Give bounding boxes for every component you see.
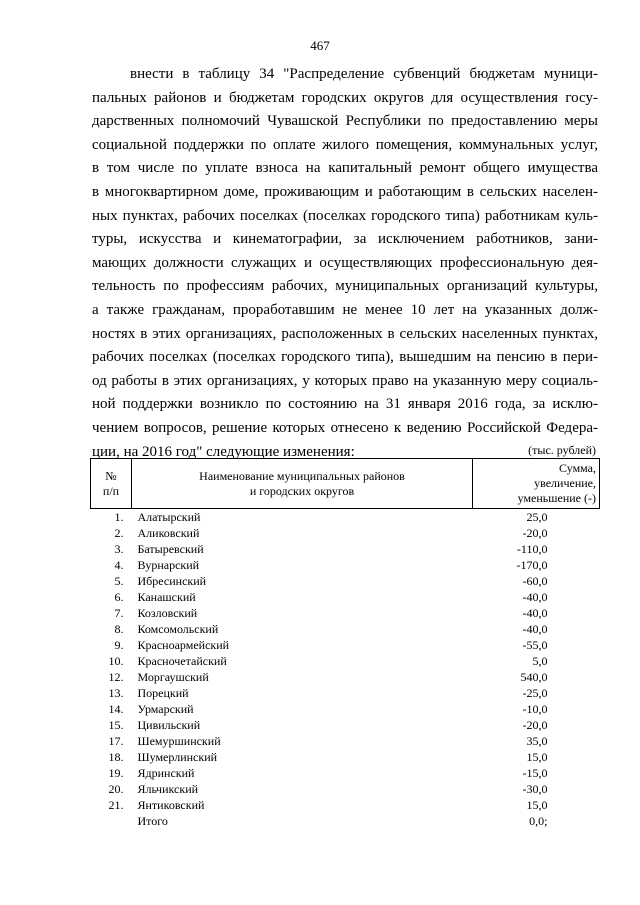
row-name: Яльчикский	[137, 782, 199, 796]
header-number-line2: п/п	[102, 483, 120, 498]
paragraph-line: пальных районов и бюджетам городских округов для осуществления госу-	[92, 89, 598, 106]
row-number: 21.	[108, 798, 124, 812]
row-name: Шумерлинский	[137, 750, 218, 764]
row-number: 5.	[114, 574, 124, 588]
table-row	[91, 765, 600, 781]
row-value: -55,0	[522, 638, 548, 652]
distribution-table	[90, 458, 600, 829]
row-number	[91, 813, 132, 829]
table-row	[91, 509, 600, 526]
row-number: 4.	[114, 558, 124, 572]
table-row	[91, 541, 600, 557]
table-row	[91, 813, 600, 829]
row-value: -25,0	[522, 686, 548, 700]
header-sum-line2: увеличение,	[534, 476, 596, 490]
row-value: 540,0	[520, 670, 548, 684]
row-number: 7.	[114, 606, 124, 620]
table-row	[91, 621, 600, 637]
row-name: Аликовский	[137, 526, 200, 540]
row-number: 1.	[114, 510, 124, 524]
header-number-line1: №	[105, 468, 117, 483]
row-name: Красноармейский	[137, 638, 230, 652]
row-number: 3.	[114, 542, 124, 556]
paragraph-line: чением вопросов, решение которых отнесено к ведению Российской Федера-	[92, 419, 598, 436]
row-name: Цивильский	[137, 718, 201, 732]
paragraph-line: а также гражданам, проработавшим не менее 10 лет на указанных долж-	[92, 301, 598, 318]
paragraph-line: социальной поддержки по оплате жилого помещения, коммунальных услуг,	[92, 136, 598, 153]
row-name: Красночетайский	[137, 654, 227, 668]
paragraph-line: мающих должности служащих и осуществляющих профессиональную дея-	[92, 254, 598, 271]
row-name: Порецкий	[137, 686, 189, 700]
page-number: 467	[310, 38, 330, 53]
row-number: 10.	[108, 654, 124, 668]
row-value: 15,0	[526, 750, 548, 764]
header-number	[91, 459, 132, 509]
table-row	[91, 605, 600, 621]
paragraph-line: в многоквартирном доме, проживающим и работающим в сельских населен-	[92, 183, 598, 200]
row-value: -10,0	[522, 702, 548, 716]
row-name: Итого	[137, 814, 168, 828]
row-name: Ибресинский	[137, 574, 207, 588]
paragraph-line: рабочих поселках (поселках городского типа), вышедшим на пенсию в пери-	[92, 349, 598, 366]
row-number: 20.	[108, 782, 124, 796]
row-value: 25,0	[526, 510, 548, 524]
table-row	[91, 701, 600, 717]
table-body	[91, 509, 600, 830]
row-value: -15,0	[522, 766, 548, 780]
table-row	[91, 589, 600, 605]
row-number: 12.	[108, 670, 124, 684]
row-name: Козловский	[137, 606, 198, 620]
table-row	[91, 653, 600, 669]
row-number: 14.	[108, 702, 124, 716]
row-name: Алатырский	[137, 510, 201, 524]
table-row	[91, 733, 600, 749]
table-row	[91, 781, 600, 797]
paragraph-line: в том числе по уплате взноса на капитальный ремонт общего имущества	[92, 160, 598, 177]
row-number: 2.	[114, 526, 124, 540]
paragraph-line: од работы в этих организациях, у которых право на указанную меру социаль-	[92, 372, 598, 389]
table-row	[91, 557, 600, 573]
row-value: -30,0	[522, 782, 548, 796]
row-number: 9.	[114, 638, 124, 652]
header-name-line2: и городских округов	[249, 483, 355, 498]
row-value: 15,0	[526, 798, 548, 812]
row-value: -110,0	[516, 542, 548, 556]
row-number: 13.	[108, 686, 124, 700]
header-sum	[473, 459, 600, 509]
row-number: 17.	[108, 734, 124, 748]
row-name: Ядринский	[137, 766, 195, 780]
header-name-line1: Наименование муниципальных районов	[199, 468, 405, 483]
row-name: Канашский	[137, 590, 196, 604]
row-value: 5,0	[532, 654, 548, 668]
table-row	[91, 717, 600, 733]
header-name	[132, 459, 473, 509]
row-name: Урмарский	[137, 702, 194, 716]
row-name: Янтиковский	[137, 798, 205, 812]
row-value: -170,0	[516, 558, 548, 572]
table-row	[91, 685, 600, 701]
row-value: -40,0	[522, 590, 548, 604]
row-number: 19.	[108, 766, 124, 780]
row-name: Комсомольский	[137, 622, 219, 636]
paragraph-line: туры, искусства и кинематографии, за исключением работников, зани-	[92, 231, 598, 248]
row-number: 6.	[114, 590, 124, 604]
row-value: -60,0	[522, 574, 548, 588]
table-row	[91, 749, 600, 765]
paragraph-line: дарственных полномочий Чувашской Республики по предоставлению меры	[92, 113, 598, 130]
paragraph-line: ных пунктах, рабочих поселках (поселках городского типа) работникам куль-	[92, 207, 598, 224]
paragraph-line: ностях в этих организациях, расположенных в сельских населенных пунктах,	[92, 325, 598, 342]
header-sum-line1: Сумма,	[559, 461, 596, 475]
row-value: -20,0	[522, 526, 548, 540]
row-value: 0,0;	[529, 814, 548, 828]
row-value: -40,0	[522, 622, 548, 636]
paragraph-line: ции, на 2016 год" следующие изменения:	[92, 443, 355, 460]
table-row	[91, 797, 600, 813]
row-number: 18.	[108, 750, 124, 764]
row-name: Моргаушский	[137, 670, 209, 684]
units-label: (тыс. рублей)	[528, 443, 596, 457]
table-header-row	[91, 459, 600, 509]
body-paragraph	[92, 63, 598, 464]
table-row	[91, 637, 600, 653]
paragraph-line: ной поддержки возникло по состоянию на 31 января 2016 года, за исклю-	[92, 396, 598, 413]
header-sum-line3: уменьшение (-)	[517, 491, 596, 505]
row-value: -20,0	[522, 718, 548, 732]
paragraph-line: внести в таблицу 34 "Распределение субвенций бюджетам муници-	[130, 66, 598, 82]
row-value: -40,0	[522, 606, 548, 620]
row-value: 35,0	[526, 734, 548, 748]
table-row	[91, 573, 600, 589]
row-number: 15.	[108, 718, 124, 732]
table-row	[91, 669, 600, 685]
paragraph-line: тельность по профессиям рабочих, муниципальных организаций культуры,	[92, 278, 598, 295]
row-name: Шемуршинский	[137, 734, 221, 748]
row-name: Вурнарский	[137, 558, 200, 572]
row-name: Батыревский	[137, 542, 204, 556]
row-number: 8.	[114, 622, 124, 636]
table-row	[91, 525, 600, 541]
